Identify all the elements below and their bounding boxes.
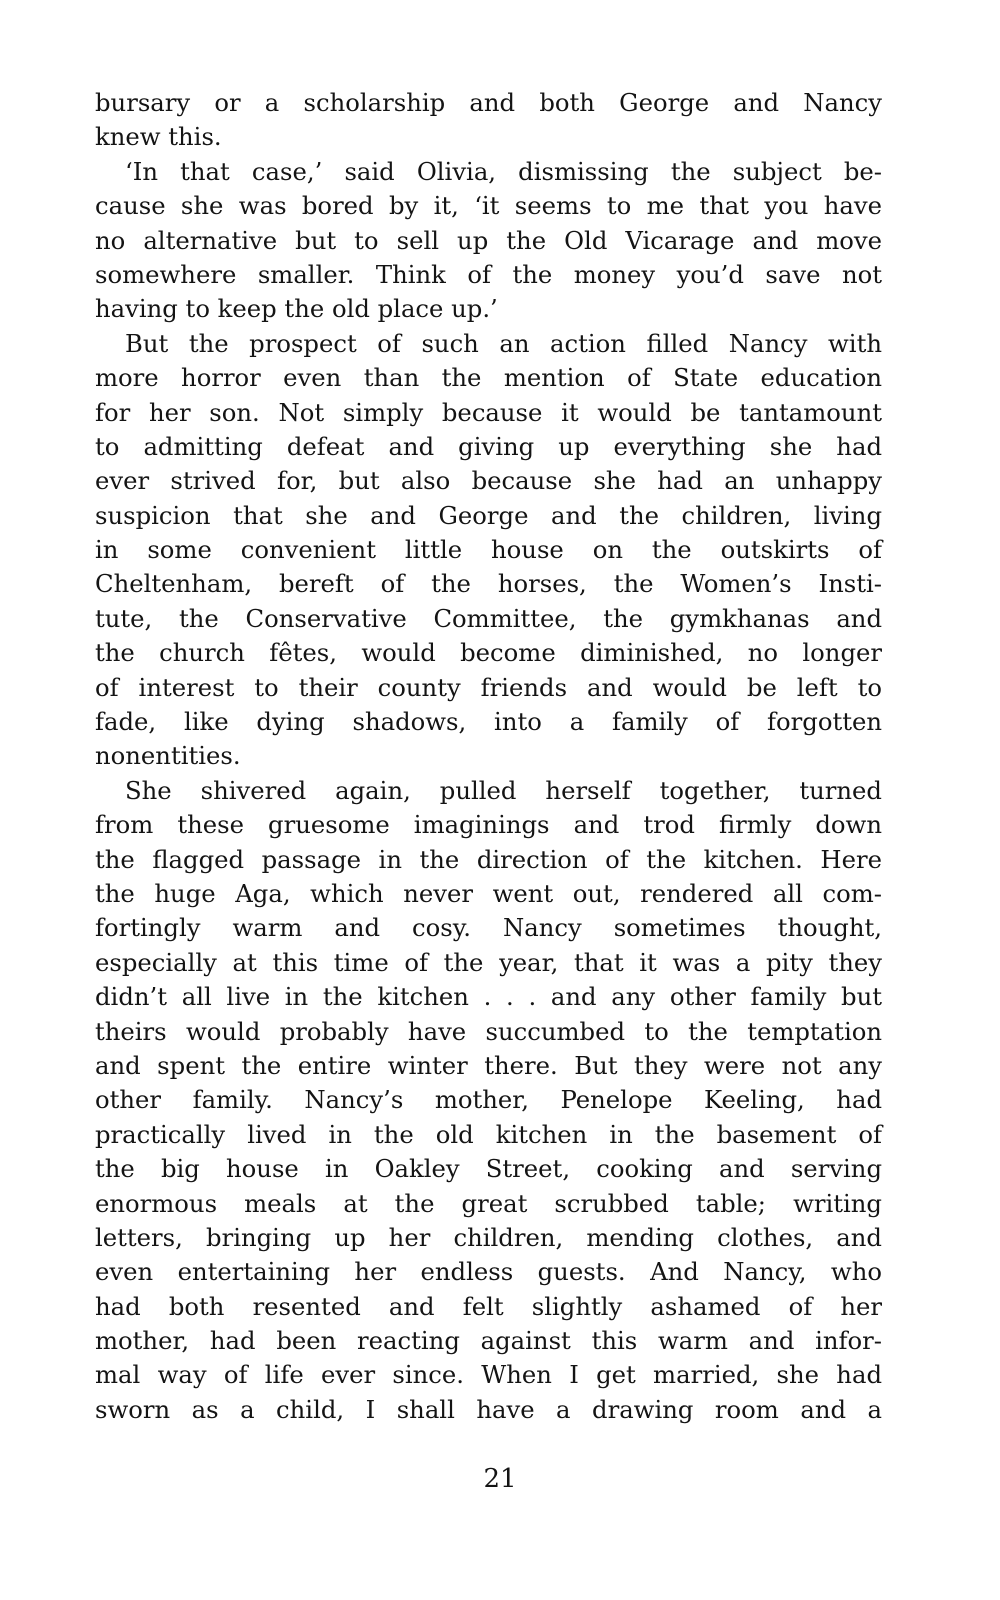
text-line: knew this. — [95, 122, 222, 152]
text-line: other family. Nancy’s mother, Penelope Keeling, had — [95, 1085, 882, 1115]
text-line: had both resented and felt slightly ashamed of her — [95, 1291, 882, 1321]
text-line: from these gruesome imaginings and trod firmly down — [95, 810, 882, 840]
text-line: mother, had been reacting against this warm and infor- — [95, 1326, 882, 1356]
text-line: cause she was bored by it, ‘it seems to me that you have — [95, 191, 882, 221]
body-text — [95, 86, 882, 1427]
text-line: no alternative but to sell up the Old Vicarage and move — [95, 225, 882, 255]
text-line: for her son. Not simply because it would be tantamount — [95, 397, 882, 427]
text-line: the big house in Oakley Street, cooking and serving — [95, 1154, 882, 1184]
text-line: even entertaining her endless guests. And Nancy, who — [95, 1257, 882, 1287]
paragraph-start-line: ‘In that case,’ said Olivia, dismissing the subject be- — [125, 156, 882, 186]
text-line: sworn as a child, I shall have a drawing room and a — [95, 1394, 882, 1424]
text-line: tute, the Conservative Committee, the gymkhanas and — [95, 603, 882, 633]
text-line: mal way of life ever since. When I get married, she had — [95, 1360, 882, 1390]
text-line: bursary or a scholarship and both George and Nancy — [95, 88, 882, 117]
text-line: ever strived for, but also because she had an unhappy — [95, 466, 882, 496]
text-line: in some convenient little house on the outskirts of — [95, 535, 882, 565]
paragraph-start-line: She shivered again, pulled herself together, turned — [125, 775, 882, 805]
text-line: fortingly warm and cosy. Nancy sometimes thought, — [95, 913, 882, 943]
text-line: somewhere smaller. Think of the money you’d save not — [95, 259, 882, 289]
text-line: especially at this time of the year, that it was a pity they — [95, 947, 882, 977]
text-line: more horror even than the mention of State education — [95, 363, 882, 393]
text-line: didn’t all live in the kitchen . . . and any other family but — [95, 982, 882, 1012]
text-line: of interest to their county friends and would be left to — [95, 672, 882, 702]
text-line: practically lived in the old kitchen in the basement of — [95, 1119, 882, 1149]
text-line: fade, like dying shadows, into a family of forgotten — [95, 707, 882, 737]
text-line: enormous meals at the great scrubbed table; writing — [95, 1188, 882, 1218]
page-number: 21 — [483, 1464, 517, 1494]
text-line: the flagged passage in the direction of the kitchen. Here — [95, 844, 882, 874]
text-line: the huge Aga, which never went out, rendered all com- — [95, 878, 882, 908]
text-line: having to keep the old place up.’ — [95, 294, 498, 324]
paragraph-start-line: But the prospect of such an action filled Nancy with — [125, 328, 882, 358]
text-line: and spent the entire winter there. But they were not any — [95, 1050, 882, 1080]
text-line: to admitting defeat and giving up everything she had — [95, 431, 882, 461]
text-line: Cheltenham, bereft of the horses, the Women’s Insti- — [95, 569, 882, 599]
text-line: the church fêtes, would become diminished, no longer — [95, 638, 882, 668]
text-line: letters, bringing up her children, mending clothes, and — [95, 1222, 882, 1252]
text-line: suspicion that she and George and the children, living — [95, 500, 882, 530]
text-line: theirs would probably have succumbed to the temptation — [95, 1016, 882, 1046]
text-line: nonentities. — [95, 741, 241, 771]
